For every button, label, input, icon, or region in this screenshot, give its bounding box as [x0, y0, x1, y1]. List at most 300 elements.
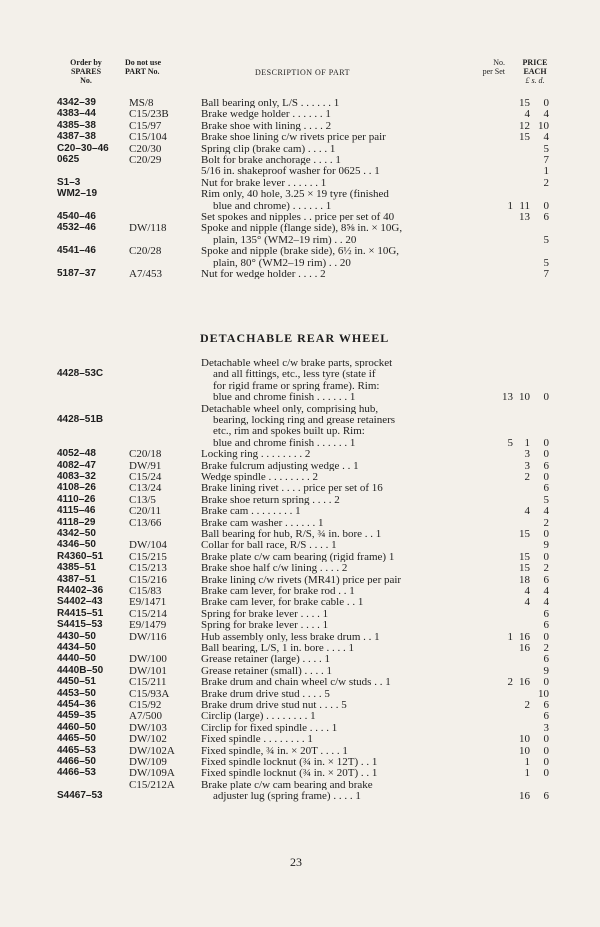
spares-number: 4440–50 [57, 653, 96, 665]
price-pence: 4 [543, 131, 549, 144]
old-part-number: C15/24 [129, 471, 162, 483]
price-shillings: 10 [519, 391, 530, 404]
description-line: plain, 80° (WM2–19 rim) . . 20 [213, 256, 351, 268]
table-row [0, 528, 600, 539]
part-description [201, 779, 449, 802]
price-shillings: 4 [524, 505, 530, 518]
spares-number: 4540–46 [57, 211, 96, 222]
old-part-number: DW/109A [129, 767, 175, 780]
table-row [0, 722, 600, 733]
price-pence: 9 [543, 539, 549, 552]
old-part-number: C15/92 [129, 699, 162, 711]
old-part-number: C15/214 [129, 607, 167, 620]
spares-number: 4459–35 [57, 710, 96, 722]
price-pence: 5 [543, 142, 549, 155]
price-pence: 3 [543, 721, 549, 734]
price-shillings: 16 [519, 676, 530, 689]
spares-number: 4465–53 [57, 744, 96, 756]
price-pounds: 2 [507, 676, 513, 689]
description-line: adjuster lug (spring frame) . . . . 1 [213, 790, 361, 802]
price-shillings: 4 [524, 108, 530, 121]
old-part-number: DW/100 [129, 653, 167, 666]
part-description [201, 676, 449, 687]
spares-number: 4532–46 [57, 222, 96, 234]
description-line: Brake shoe half c/w lining . . . . 2 [201, 562, 348, 574]
part-description [201, 165, 449, 176]
table-row [0, 710, 600, 721]
description-line: Brake shoe lining c/w rivets price per pair [201, 131, 386, 143]
old-part-number: A7/500 [129, 710, 162, 723]
spares-number: 4115–46 [57, 505, 96, 517]
old-part-number: C15/215 [129, 550, 167, 563]
header-do-not-use: Do not use PART No. [125, 58, 162, 76]
spares-number: 4385–51 [57, 562, 96, 574]
part-description [201, 211, 449, 222]
price-shillings: 15 [519, 97, 530, 109]
table-row [0, 608, 600, 619]
description-line: Brake lining rivet . . . . price per set of 16 [201, 482, 383, 494]
part-description [201, 131, 449, 142]
part-description [201, 688, 449, 699]
spares-number: 4428–53C [57, 368, 104, 380]
price-pence: 0 [543, 448, 549, 461]
table-row [0, 619, 600, 630]
description-line: Fixed spindle . . . . . . . . 1 [201, 733, 313, 745]
price-pounds: 5 [507, 436, 513, 449]
part-description [201, 222, 449, 245]
table-row [0, 177, 600, 188]
old-part-number: C15/211 [129, 676, 167, 689]
part-description [201, 482, 449, 493]
section-title: DETACHABLE REAR WHEEL [200, 331, 390, 345]
description-line: Brake cam . . . . . . . . 1 [201, 505, 301, 517]
description-line: Spring clip (brake cam) . . . . 1 [201, 142, 336, 154]
spares-number: R4402–36 [57, 585, 104, 596]
description-line: Brake plate c/w cam bearing (rigid frame) 1 [201, 550, 395, 563]
part-description [201, 631, 449, 642]
part-description [201, 710, 449, 721]
description-line: blue and chrome finish . . . . . . 1 [213, 391, 356, 403]
description-line: Fixed spindle, ¾ in. × 20T . . . . 1 [201, 744, 348, 756]
page-number: 23 [290, 855, 302, 869]
old-part-number: C20/11 [129, 505, 161, 518]
description-line: Brake lining c/w rivets (MR41) price per pair [201, 573, 402, 585]
price-pence: 0 [543, 436, 549, 449]
price-pence: 2 [543, 562, 549, 575]
description-line: bearing, locking ring and grease retainers [213, 413, 396, 426]
spares-number: 4453–50 [57, 687, 96, 699]
part-description [201, 551, 449, 562]
description-line: 5/16 in. shakeproof washer for 0625 . . 1 [201, 165, 380, 177]
part-description [201, 756, 449, 767]
spares-number: 4083–32 [57, 471, 96, 482]
price-pence: 0 [543, 97, 549, 109]
spares-number: 4118–29 [57, 516, 96, 528]
description-line: Brake cam washer . . . . . . 1 [201, 516, 324, 528]
table-row [0, 596, 600, 607]
description-line: Spring for brake lever . . . . 1 [201, 619, 329, 631]
table-row [0, 165, 600, 176]
table-row [0, 268, 600, 279]
old-part-number: C13/5 [129, 493, 156, 506]
table-row [0, 120, 600, 131]
price-pence: 5 [543, 233, 549, 246]
price-shillings: 15 [519, 528, 530, 540]
price-shillings: 10 [519, 733, 530, 746]
header-per-set: No. per Set [482, 58, 505, 76]
price-pence: 6 [543, 482, 549, 495]
table-row [0, 448, 600, 459]
description-line: Locking ring . . . . . . . . 2 [201, 448, 311, 460]
part-description [201, 494, 449, 505]
spares-number: S1–3 [57, 176, 81, 188]
table-row [0, 676, 600, 687]
table-row [0, 357, 600, 403]
part-description [201, 505, 449, 516]
price-pence: 4 [543, 585, 549, 597]
part-description [201, 471, 449, 482]
part-description [201, 268, 449, 279]
table-row [0, 108, 600, 119]
description-line: plain, 135° (WM2–19 rim) . . 20 [213, 233, 357, 246]
old-part-number: C15/213 [129, 562, 167, 575]
description-line: Hub assembly only, less brake drum . . 1 [201, 630, 380, 642]
price-shillings: 18 [519, 573, 530, 586]
spares-number: 4387–38 [57, 131, 96, 143]
table-row [0, 665, 600, 676]
old-part-number: C20/28 [129, 245, 162, 258]
part-description [201, 188, 449, 211]
spares-number: 4387–51 [57, 573, 96, 585]
price-pence: 5 [543, 493, 549, 506]
spares-number: S4402–43 [57, 596, 103, 608]
part-description [201, 528, 449, 539]
spares-number: 4110–26 [57, 493, 96, 505]
column-header [50, 58, 560, 94]
header-description: DESCRIPTION OF PART [255, 68, 350, 77]
spares-number: 0625 [57, 154, 80, 165]
price-pence: 0 [543, 756, 549, 768]
part-description [201, 653, 449, 664]
price-shillings: 10 [519, 744, 530, 757]
price-shillings: 16 [519, 790, 530, 803]
part-description [201, 448, 449, 459]
part-description [201, 357, 449, 403]
price-pence: 0 [543, 471, 549, 483]
table-row [0, 460, 600, 471]
part-description [201, 539, 449, 550]
spares-number: R4415–51 [57, 607, 104, 619]
old-part-number: DW/104 [129, 539, 167, 552]
price-pence: 0 [543, 550, 549, 563]
old-part-number: DW/102A [129, 744, 175, 757]
old-part-number: E9/1471 [129, 596, 167, 609]
price-pence: 7 [543, 154, 549, 166]
description-line: Brake drum drive stud nut . . . . 5 [201, 699, 347, 711]
old-part-number: DW/91 [129, 459, 162, 472]
part-description [201, 699, 449, 710]
price-pence: 0 [543, 199, 549, 212]
old-part-number: C20/30 [129, 142, 162, 155]
price-pence: 4 [543, 108, 549, 121]
price-pence: 6 [543, 459, 549, 472]
spares-number: 4383–44 [57, 108, 96, 120]
price-pence: 10 [538, 687, 549, 700]
description-line: Brake drum drive stud . . . . 5 [201, 687, 330, 699]
old-part-number: MS/8 [129, 97, 154, 109]
price-pence: 0 [543, 733, 549, 746]
old-part-number: C20/18 [129, 448, 162, 461]
price-pence: 4 [543, 505, 549, 518]
description-line: Set spokes and nipples . . price per set of 40 [201, 211, 395, 223]
price-pounds: 1 [507, 630, 513, 643]
price-pence: 6 [543, 573, 549, 586]
description-line: Brake cam lever, for brake cable . . 1 [201, 596, 364, 608]
description-line: Brake wedge holder . . . . . . 1 [201, 108, 331, 120]
old-part-number: DW/103 [129, 721, 167, 734]
old-part-number: C15/93A [129, 687, 170, 700]
price-pence: 4 [543, 596, 549, 609]
part-description [201, 562, 449, 573]
part-description [201, 608, 449, 619]
price-pounds: 13 [502, 391, 513, 404]
price-pence: 6 [543, 710, 549, 723]
part-description [201, 108, 449, 119]
table-row [0, 574, 600, 585]
table-row [0, 756, 600, 767]
part-description [201, 177, 449, 188]
table-row [0, 188, 600, 211]
price-shillings: 1 [524, 767, 530, 780]
old-part-number: DW/109 [129, 756, 167, 768]
old-part-number: C15/23B [129, 108, 169, 121]
description-line: Spoke and nipple (brake side), 6½ in. × 10G, [201, 245, 400, 257]
price-pence: 2 [543, 176, 549, 189]
price-pence: 0 [543, 391, 549, 404]
header-price-units: £ s. d. [525, 76, 545, 85]
description-line: Spoke and nipple (flange side), 8⅝ in. × 10G, [201, 222, 403, 234]
price-shillings: 1 [524, 756, 530, 768]
old-part-number: C13/24 [129, 482, 162, 495]
spares-number: C20–30–46 [57, 142, 109, 154]
table-row [0, 403, 600, 449]
price-pence: 6 [543, 607, 549, 620]
part-description [201, 745, 449, 756]
price-pence: 2 [543, 516, 549, 529]
table-row [0, 699, 600, 710]
description-line: Fixed spindle locknut (¾ in. × 20T) . . 1 [201, 767, 378, 779]
table-row [0, 631, 600, 642]
description-line: blue and chrome) . . . . . . 1 [213, 199, 332, 211]
table-row [0, 211, 600, 222]
price-shillings: 12 [519, 119, 530, 132]
old-part-number: DW/116 [129, 630, 167, 643]
table-row [0, 97, 600, 108]
price-pence: 6 [543, 211, 549, 223]
description-line: Spring for brake lever . . . . 1 [201, 607, 329, 620]
part-description [201, 733, 449, 744]
table-row [0, 245, 600, 268]
spares-number: 4466–50 [57, 756, 96, 767]
part-description [201, 574, 449, 585]
part-description [201, 722, 449, 733]
spares-number: 4108–26 [57, 482, 96, 494]
price-pence: 1 [543, 165, 549, 178]
old-part-number: DW/118 [129, 222, 167, 235]
spares-number: 4465–50 [57, 733, 96, 745]
price-pence: 0 [543, 630, 549, 643]
description-line: Collar for ball race, R/S . . . . 1 [201, 539, 337, 551]
price-shillings: 15 [519, 562, 530, 575]
part-description [201, 596, 449, 607]
description-line: Brake shoe with lining . . . . 2 [201, 119, 332, 132]
description-line: Fixed spindle locknut (¾ in. × 12T) . . 1 [201, 756, 378, 768]
spares-number: 4052–48 [57, 448, 96, 460]
table-row [0, 745, 600, 756]
table-row [0, 539, 600, 550]
part-description [201, 97, 449, 108]
spares-number: 4450–51 [57, 676, 96, 688]
price-shillings: 13 [519, 211, 530, 223]
spares-number: 4454–36 [57, 699, 96, 710]
price-shillings: 16 [519, 642, 530, 654]
spares-number: WM2–19 [57, 188, 98, 200]
old-part-number: C13/66 [129, 516, 162, 529]
price-shillings: 16 [519, 630, 530, 643]
description-line: Brake drum and chain wheel c/w studs . . 1 [201, 676, 391, 688]
spares-number: 4346–50 [57, 539, 96, 551]
price-shillings: 15 [519, 550, 530, 563]
table-row [0, 551, 600, 562]
price-pence: 9 [543, 664, 549, 677]
table-row [0, 154, 600, 165]
old-part-number: C15/97 [129, 119, 162, 132]
table-row [0, 471, 600, 482]
description-line: Grease retainer (large) . . . . 1 [201, 653, 330, 665]
spares-number: R4360–51 [57, 550, 104, 562]
price-pence: 0 [543, 676, 549, 689]
table-row [0, 642, 600, 653]
price-shillings: 11 [519, 199, 530, 212]
price-pence: 0 [543, 528, 549, 540]
price-shillings: 2 [524, 699, 530, 711]
description-line: for rigid frame or spring frame). Rim: [213, 379, 380, 392]
description-line: Brake plate c/w cam bearing and brake [201, 778, 373, 791]
spares-number: 5187–37 [57, 268, 96, 279]
description-line: Ball bearing for hub, R/S, ¾ in. bore . . 1 [201, 528, 382, 540]
description-line: Ball bearing, L/S, 1 in. bore . . . . 1 [201, 642, 355, 654]
spares-number: 4434–50 [57, 642, 96, 653]
old-part-number: C20/29 [129, 154, 162, 166]
spares-number: 4440B–50 [57, 664, 104, 676]
description-line: Detachable wheel only, comprising hub, [201, 402, 379, 414]
part-description [201, 585, 449, 596]
description-line: Circlip for fixed spindle . . . . 1 [201, 721, 338, 734]
price-pence: 6 [543, 790, 549, 803]
table-row [0, 653, 600, 664]
table-row [0, 505, 600, 516]
old-part-number: C15/83 [129, 585, 162, 597]
description-line: Rim only, 40 hole, 3.25 × 19 tyre (finished [201, 188, 389, 200]
table-row [0, 143, 600, 154]
description-line: Bolt for brake anchorage . . . . 1 [201, 154, 341, 166]
part-description [201, 154, 449, 165]
spares-number: 4428–51B [57, 413, 104, 425]
description-line: Detachable wheel c/w brake parts, sprocket [201, 357, 393, 369]
price-pence: 5 [543, 256, 549, 269]
part-description [201, 619, 449, 630]
old-part-number: DW/102 [129, 733, 167, 746]
part-description [201, 767, 449, 778]
table-row [0, 585, 600, 596]
table-row [0, 131, 600, 142]
table-row [0, 494, 600, 505]
price-pence: 6 [543, 653, 549, 666]
part-description [201, 120, 449, 131]
price-pounds: 1 [507, 199, 513, 212]
price-pence: 10 [538, 119, 549, 132]
part-description [201, 642, 449, 653]
price-pence: 7 [543, 268, 549, 280]
description-line: Brake shoe return spring . . . . 2 [201, 493, 340, 506]
price-shillings: 2 [524, 471, 530, 483]
spares-number: S4415–53 [57, 619, 103, 631]
description-line: Ball bearing only, L/S . . . . . . 1 [201, 97, 340, 109]
old-part-number: C15/212A [129, 778, 175, 791]
spares-number: S4467–53 [57, 790, 103, 802]
description-line: etc., rim and spokes built up. Rim: [213, 425, 365, 437]
spares-number: 4082–47 [57, 459, 96, 471]
part-description [201, 665, 449, 676]
old-part-number: E9/1479 [129, 619, 167, 632]
description-line: Nut for brake lever . . . . . . 1 [201, 176, 327, 189]
old-part-number: A7/453 [129, 268, 162, 280]
price-shillings: 4 [524, 585, 530, 597]
price-shillings: 15 [519, 131, 530, 144]
price-shillings: 1 [524, 436, 530, 449]
price-pence: 2 [543, 642, 549, 654]
header-order-by: Order by SPARES No. [70, 58, 102, 85]
description-line: Brake fulcrum adjusting wedge . . 1 [201, 459, 359, 471]
price-pence: 0 [543, 744, 549, 757]
spares-number: 4466–53 [57, 767, 96, 779]
part-description [201, 143, 449, 154]
spares-number: 4430–50 [57, 630, 96, 642]
old-part-number: C15/216 [129, 573, 167, 586]
table-row [0, 688, 600, 699]
old-part-number: DW/101 [129, 664, 167, 677]
price-pence: 0 [543, 767, 549, 780]
description-line: Grease retainer (small) . . . . 1 [201, 664, 333, 677]
old-part-number: C15/104 [129, 131, 167, 144]
table-row [0, 767, 600, 778]
price-shillings: 3 [524, 459, 530, 472]
description-line: Nut for wedge holder . . . . 2 [201, 268, 326, 280]
spares-number: 4541–46 [57, 245, 96, 257]
description-line: and all fittings, etc., less tyre (state if [213, 368, 376, 380]
price-pence: 6 [543, 619, 549, 632]
description-line: Brake cam lever, for brake rod . . 1 [201, 585, 355, 597]
description-line: blue and chrome finish . . . . . . 1 [213, 436, 356, 449]
spares-number: 4385–38 [57, 119, 96, 131]
table-row [0, 562, 600, 573]
table-row [0, 517, 600, 528]
part-description [201, 460, 449, 471]
price-shillings: 3 [524, 448, 530, 461]
price-pence: 6 [543, 699, 549, 711]
header-price-title: PRICE EACH [522, 58, 548, 76]
spares-number: 4342–39 [57, 97, 96, 108]
